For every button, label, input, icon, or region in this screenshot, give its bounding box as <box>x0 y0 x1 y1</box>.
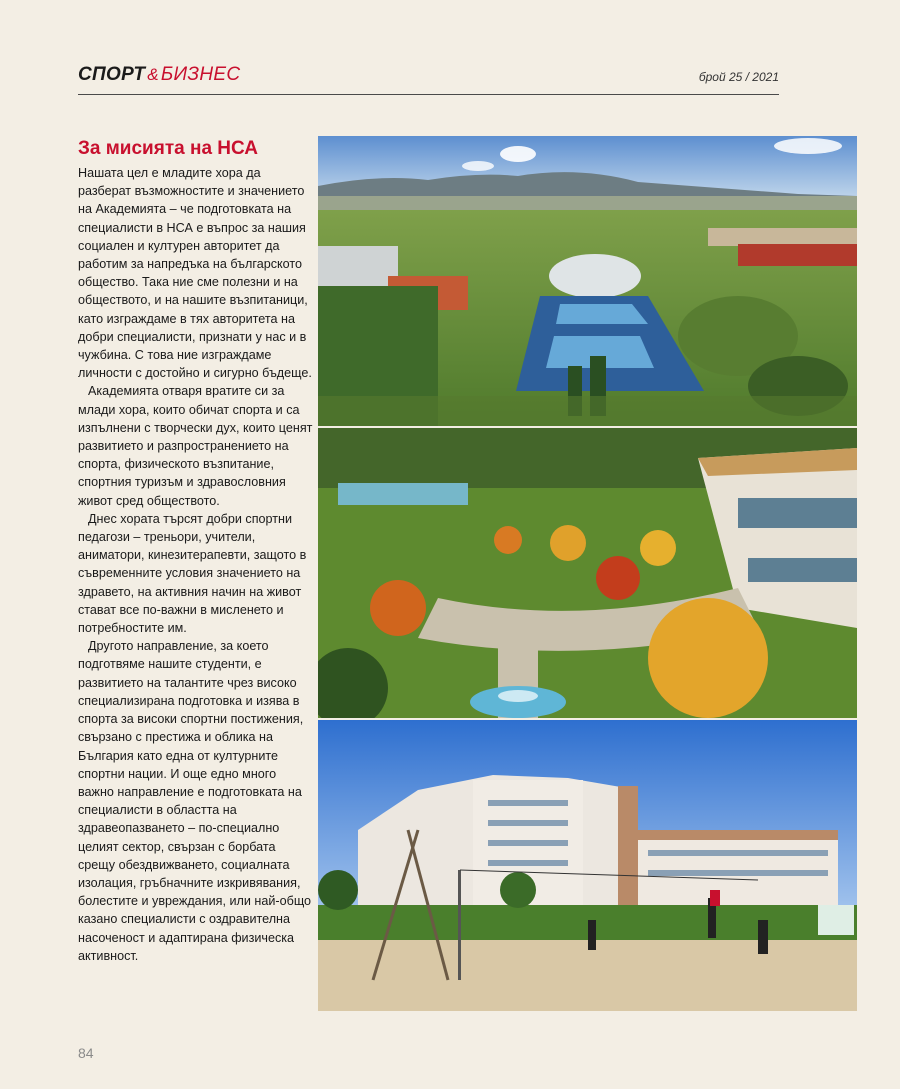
logo-word-business: БИЗНЕС <box>160 64 241 85</box>
photo-column <box>318 136 857 1011</box>
article-title: За мисията на НСА <box>78 138 258 159</box>
campus-park-photo <box>318 428 857 718</box>
paragraph-2: Академията отваря вратите си за млади хора, които обичат спорта и са изпълнени с творчески дух, които ценят развитието и разпространението на спорта, физическото възпитание, спортния туризъм и здравословния живот сред обществото. <box>78 384 313 508</box>
magazine-logo <box>78 64 240 86</box>
paragraph-1: Нашата цел е младите хора да разберат възможностите и значението на Академията – че подготовката на специалисти в НСА е въпрос за нашия социален и културен авторитет да работим за напредъка на българското общество. Така ние сме полезни и на обществото, и на нашите възпитаници, като изграждаме в тях авторитета на добри специалисти, признати у нас и в чужбина. С това ние изграждаме личности с достойно и сигурно бъдеще. <box>78 166 312 381</box>
main-building-volleyball-photo <box>318 720 857 1011</box>
campus-aerial-photo <box>318 136 857 426</box>
logo-ampersand: & <box>147 65 159 84</box>
issue-label: брой 25 / 2021 <box>698 70 779 84</box>
logo-word-sport: СПОРТ <box>78 64 146 85</box>
paragraph-4: Другото направление, за което подготвяме нашите студенти, е развитието на талантите чрез високо специализирана подготовка и изява в спорта за високи спортни постижения, свързано с престижа и облика на България като една от културните спортни нации. И още едно много важно направление е подготовката на специалисти в областта на здравеопазването – по-специално целият сектор, свързан с борбата срещу обездвижването, социалната изолация, гръбначните изкривявания, болестите и увреждания, или най-общо казано специалисти с оздравителна насоченост и адаптирана физическа активност. <box>78 639 312 963</box>
page-number: 84 <box>78 1045 94 1061</box>
paragraph-3: Днес хората търсят добри спортни педагози – треньори, учители, аниматори, кинезитерапевти, защото в съвременните условия значението на здравето, на активния начин на живот стават все по-важни в мисленето и потребностите им. <box>78 511 307 636</box>
page-header <box>78 60 779 95</box>
article-body <box>78 164 314 965</box>
